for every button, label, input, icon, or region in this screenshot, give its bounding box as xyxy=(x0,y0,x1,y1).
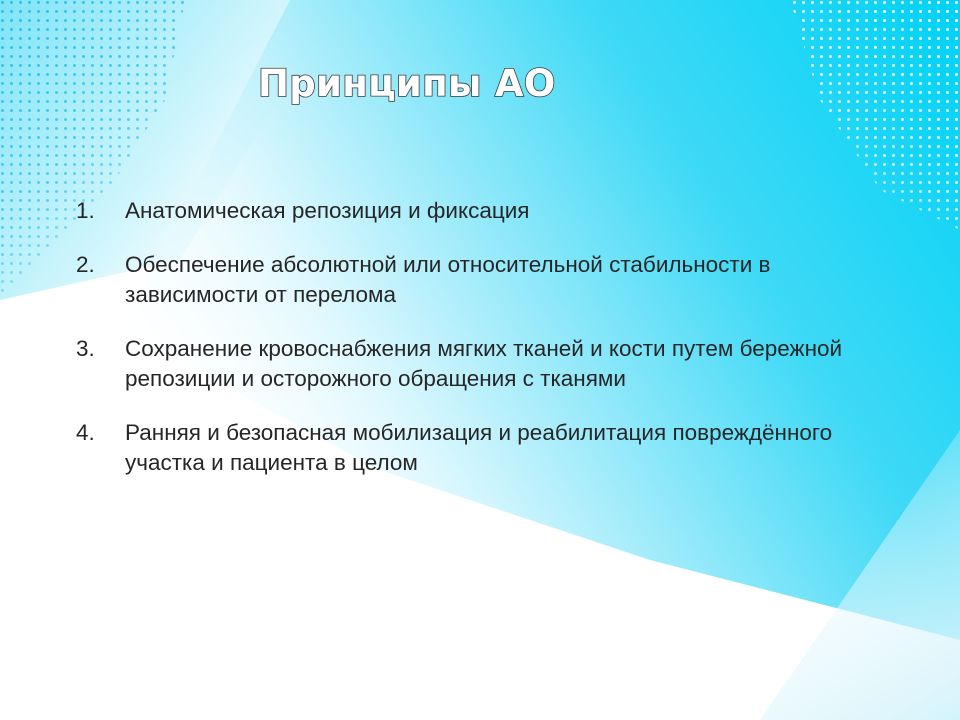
list-item xyxy=(76,418,876,478)
list-item-text: Анатомическая репозиция и фиксация xyxy=(125,198,530,223)
list-item-text: Обеспечение абсолютной или относительной стабильности в зависимости от перелома xyxy=(125,252,771,307)
principles-list xyxy=(76,196,876,502)
list-item-number: 3. xyxy=(76,336,95,361)
list-item-text: Ранняя и безопасная мобилизация и реабилитация повреждённого участка и пациента в целом xyxy=(125,420,833,475)
list-item-number: 1. xyxy=(76,198,95,223)
list-item-number: 2. xyxy=(76,252,95,277)
list-item xyxy=(76,334,876,394)
list-item-number: 4. xyxy=(76,420,95,445)
slide-title: Принципы АО xyxy=(258,62,556,105)
list-item xyxy=(76,250,876,310)
list-item-text: Сохранение кровоснабжения мягких тканей и кости путем бережной репозиции и осторожного обращения с тканями xyxy=(125,336,843,391)
list-item xyxy=(76,196,876,226)
